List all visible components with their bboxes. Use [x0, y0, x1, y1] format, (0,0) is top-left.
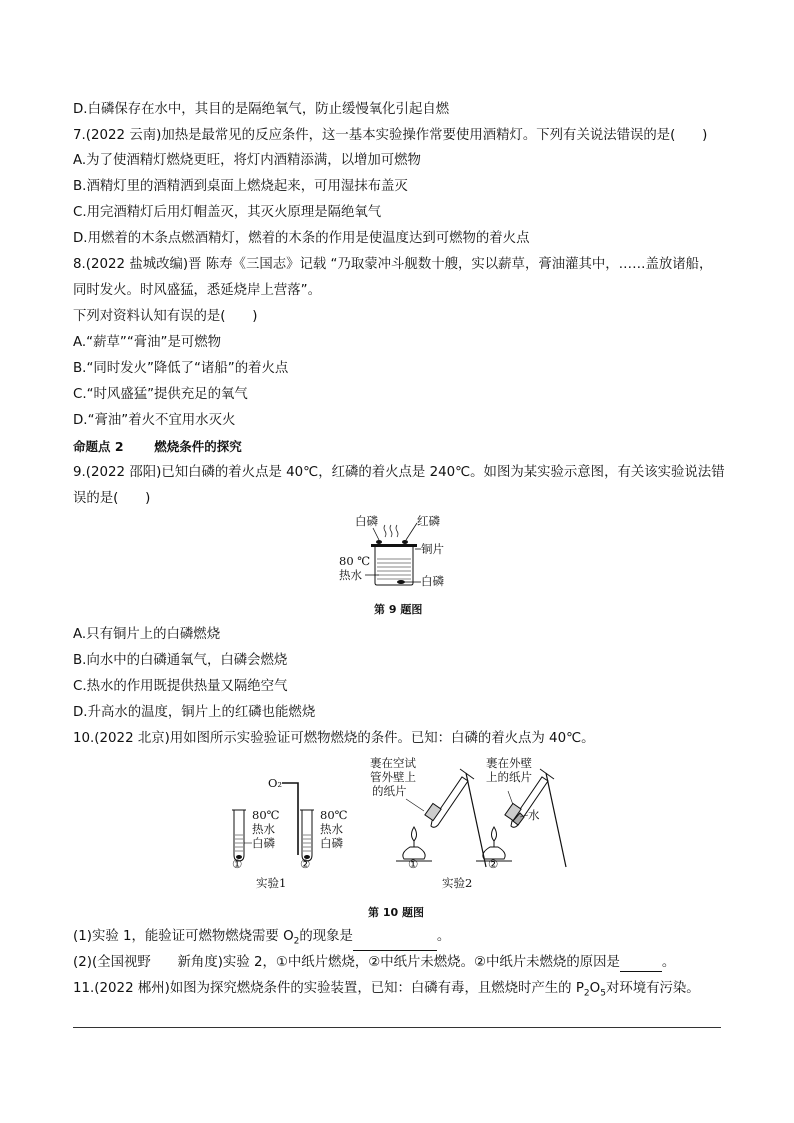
q11-stem: [73, 980, 700, 1003]
q10-tube2-water: 热水: [320, 822, 343, 836]
q10-sub1-subscript: 2: [293, 936, 300, 947]
q10-paper-outside-1: 裹在空试: [370, 756, 416, 770]
q9-label-white-p-water: 白磷: [421, 574, 444, 588]
q11-stem-b: O: [589, 981, 601, 996]
q10-paper-outside-3: 的纸片: [372, 784, 407, 798]
q10-sub1: [73, 928, 450, 951]
q10-paper-outside-2: 管外壁上: [370, 770, 416, 784]
q8-option-b: B.“同时发火”降低了“诸船”的着火点: [73, 361, 289, 376]
q10-paper-outer-1: 裹在外壁: [486, 756, 532, 770]
q7-option-c: C.用完酒精灯后用灯帽盖灭，其灭火原理是隔绝氧气: [73, 205, 382, 220]
q10-exp1: 实验1: [256, 876, 287, 890]
q9-option-c: C.热水的作用既提供热量又隔绝空气: [73, 679, 288, 694]
q9-option-b: B.向水中的白磷通氧气，白磷会燃烧: [73, 653, 288, 668]
q9-label-copper: 铜片: [421, 542, 444, 556]
q8-option-d: D.“膏油”着火不宜用水灭火: [73, 413, 236, 428]
q10-exp2: 实验2: [442, 876, 473, 890]
q8-stem-line2: 同时发火。时风盛猛，悉延烧岸上营落”。: [73, 283, 321, 298]
q10-stem: 10.(2022 北京)用如图所示实验验证可燃物燃烧的条件。已知：白磷的着火点为 40℃。: [73, 731, 595, 746]
q11-sub-a: 2: [583, 988, 590, 999]
q9-label-red-p: 红磷: [417, 514, 440, 528]
q10-sub1-text-b: 的现象是: [299, 929, 353, 944]
q10-num3: ①: [408, 857, 419, 871]
q9-option-d: D.升高水的温度，铜片上的红磷也能燃烧: [73, 705, 316, 720]
q10-num4: ②: [488, 857, 499, 871]
q9-figure-caption: 第 9 题图: [374, 603, 423, 616]
q9-label-temp: 80 ℃: [339, 554, 371, 568]
q11-sub-b: 5: [600, 988, 606, 999]
q10-tube1-p: 白磷: [252, 836, 275, 850]
q10-o2: O₂: [268, 776, 283, 790]
q11-stem-c: 对环境有污染。: [605, 981, 700, 996]
q10-sub1-text: (1)实验 1，能验证可燃物燃烧需要 O: [73, 929, 294, 944]
q7-option-b: B.酒精灯里的酒精洒到桌面上燃烧起来，可用湿抹布盖灭: [73, 179, 408, 194]
section-title: 燃烧条件的探究: [154, 439, 242, 454]
q9-stem-line1: 9.(2022 邵阳)已知白磷的着火点是 40℃，红磷的着火点是 240℃。如图为某实验示意图，有关该实验说法错: [73, 465, 725, 480]
q9-label-hot-water: 热水: [339, 568, 362, 582]
q8-stem-line1: 8.(2022 盐城改编)晋 陈寿《三国志》记载 “乃取蒙冲斗舰数十艘，实以薪草，膏油灌其中，……盖放诸船，: [73, 257, 713, 272]
q8-question: 下列对资料认知有误的是( ): [73, 309, 258, 324]
section-label: 命题点 2: [73, 439, 124, 454]
q10-sub1-answer-blank[interactable]: [353, 936, 437, 951]
section-heading: [73, 438, 242, 456]
page-bottom-rule: [73, 1027, 721, 1028]
q11-stem-a: 11.(2022 郴州)如图为探究燃烧条件的实验装置，已知：白磷有毒，且燃烧时产生的 P: [73, 981, 584, 996]
q10-figure: [220, 755, 580, 895]
q8-option-a: A.“薪草”“膏油”是可燃物: [73, 335, 222, 350]
q10-sub2-answer-blank[interactable]: [620, 957, 662, 972]
q8-option-c: C.“时风盛猛”提供充足的氧气: [73, 387, 248, 402]
q9-label-white-p: 白磷: [355, 514, 378, 528]
q10-tube1-water: 热水: [252, 822, 275, 836]
q7-stem: 7.(2022 云南)加热是最常见的反应条件，这一基本实验操作常要使用酒精灯。下列有关说法错误的是( ): [73, 128, 708, 143]
q7-option-a: A.为了使酒精灯燃烧更旺，将灯内酒精添满，以增加可燃物: [73, 153, 421, 168]
q10-paper-outer-2: 上的纸片: [486, 770, 532, 784]
q10-num2: ②: [300, 857, 311, 871]
q9-stem-line2: 误的是( ): [73, 491, 151, 506]
q10-tube2-p: 白磷: [320, 836, 343, 850]
q10-sub2-text: (2)(全国视野 新角度)实验 2，①中纸片燃烧，②中纸片未燃烧。②中纸片未燃烧的原因是: [73, 955, 620, 970]
q9-figure: [335, 513, 465, 593]
q10-figure-caption: 第 10 题图: [368, 906, 424, 919]
q10-tube2-temp: 80℃: [320, 808, 348, 822]
q10-tube1-temp: 80℃: [252, 808, 280, 822]
q10-sub2: [73, 954, 675, 972]
q10-sub1-end: 。: [436, 929, 451, 944]
q10-water: 水: [528, 808, 540, 822]
q10-num1: ①: [232, 857, 243, 871]
q6-option-d: D.白磷保存在水中，其目的是隔绝氧气，防止缓慢氧化引起自燃: [73, 102, 450, 117]
q7-option-d: D.用燃着的木条点燃酒精灯，燃着的木条的作用是使温度达到可燃物的着火点: [73, 231, 530, 246]
q10-sub2-end: 。: [661, 955, 676, 970]
q9-option-a: A.只有铜片上的白磷燃烧: [73, 627, 221, 642]
